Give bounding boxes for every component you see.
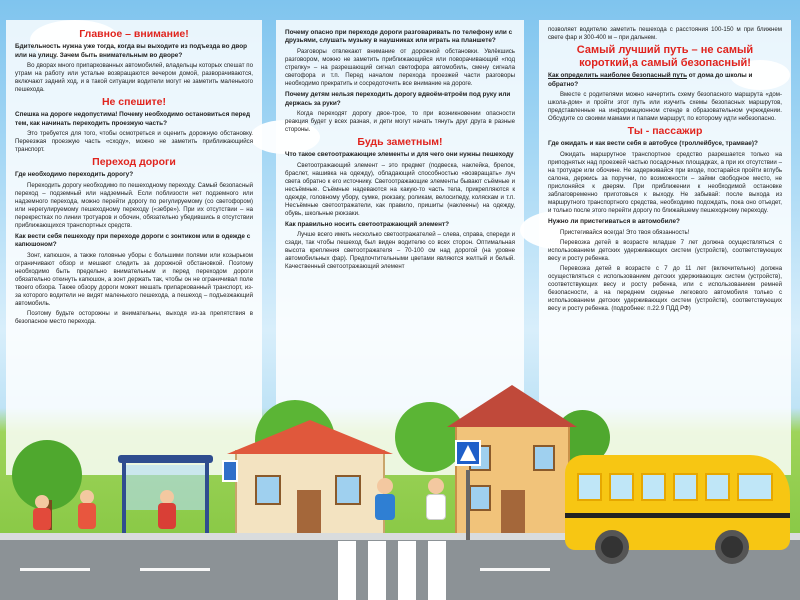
paragraph-umbrella: Зонт, капюшон, а также головные уборы с большими полями или козырьком ограничивают обзор и мешают следить за дорожной обстановкой. Поэтому необходимо быть предельно внимательным и перед переходом дороги обязательно откинуть капюшон, а зонт держать так, чтобы он не ограничивал поле твоего обзора. Также обзору дороги может мешать припаркованный транспорт, из-за которого водители не видят маленького пешехода, а пешеход – подъезжающий автомобиль. xyxy=(15,251,253,307)
child-figure xyxy=(80,490,94,504)
child-body xyxy=(158,503,176,529)
bus-stripe xyxy=(565,513,790,518)
paragraph-where-cross: Переходить дорогу необходимо по пешеходному переходу. Самый безопасный переход – подземный или надземный. Если поблизости нет подземного или надземного перехода, можно перейти дорогу по регулируемому (со светофором) или нерегулируемому пешеходному переходу («зебре»). При их отсутствии – на перекрестках по линии тротуаров и обочин, обязательно убедившись в отсутствии приближающихся транспортных средств. xyxy=(15,181,253,229)
crosswalk-sign-icon xyxy=(455,440,481,466)
paragraph-7-to-11: Перевозка детей в возрасте с 7 до 11 лет (включительно) должна осуществляться с использованием детских удерживающих систем (устройств), соответствующих весу и росту ребенка, или с использованием ремней безопасности, а на переднем сиденье легкового автомобиля только с использованием детских удерживающих систем (устройств), соответствующих весу и росту ребенка. (подробнее: п.22.9 ПДД РФ) xyxy=(548,264,782,312)
road-marking xyxy=(20,568,90,571)
child-figure xyxy=(428,478,444,494)
column-left xyxy=(6,20,262,475)
question-bus: Где ожидать и как вести себя в автобусе (троллейбусе, трамвае)? xyxy=(548,140,758,148)
safe-route-emphasis: Как определить наиболее безопасный путь xyxy=(548,72,688,80)
bus-window xyxy=(673,473,698,501)
question-wear-reflector: Как правильно носить светоотражающий элемент? xyxy=(285,220,449,228)
question-safe-route xyxy=(548,72,782,89)
paragraph-yard: Во дворах много припаркованных автомобилей, владельцы которых спешат по утрам на работу или усталые возвращаются вечером домой, разворачиваются, включают задний ход, и в такой ситуации водители могут не заметить маленького пешехода. xyxy=(15,61,253,94)
paragraph-careful: Поэтому будьте осторожны и внимательны, выходя из-за препятствия в безопасное место перехода. xyxy=(15,309,253,326)
house-left xyxy=(235,420,385,535)
paragraph-stop: Это требуется для того, чтобы осмотреться и оценить дорожную обстановку. Переезжая проезжую часть «сходу», можно не заметить приближающийся транспорт. xyxy=(15,130,253,154)
paragraph-reflectors: Светоотражающий элемент – это предмет (подвеска, наклейка, брелок, браслет, нашивка на одежду), обладающий способностью «возвращать» луч света обратно к его источнику. Светоотражающие элементы бывают съёмные и несъёмные. Съёмные надеваются на какую-то часть тела, прикрепляются к одежде, головному убору, сумке, рюкзаку, роликам, велосипеду, коляскам и т.п. Несъёмные светоотражатели, как правило, пришиты (наклеены) на одежду, обувь, школьные рюкзаки. xyxy=(285,161,515,217)
child-figure xyxy=(377,478,393,494)
heading-best-route: Самый лучший путь – не самый короткий,а самый безопасный! xyxy=(576,44,754,69)
bus-window xyxy=(641,473,666,501)
bus-window xyxy=(609,473,634,501)
bus-window xyxy=(737,473,773,501)
zebra-stripe xyxy=(428,541,446,600)
child-figure xyxy=(160,490,174,504)
child-body xyxy=(78,503,96,529)
question-seatbelt: Нужно ли пристегиваться в автомобиле? xyxy=(548,218,680,226)
paragraph-bus: Ожидать маршрутное транспортное средство разрешается только на приподнятых над проезжей частью посадочных площадках, а при их отсутствии – на тротуаре или обочине. Не задерживайся при входе, постарайся пройти вглубь салона, держись за поручни, по возможности – займи свободное место, не прислоняйся к дверям. При приближении к необходимой остановке заблаговременно приготовься к выходу. Не забывай: после выхода из маршрутного транспортного средства, необходимо подождать, пока оно отъедет, и только после этого перейти дорогу по ближайшему пешеходному переходу. xyxy=(548,150,782,215)
bus-wheel xyxy=(595,530,629,564)
child-body xyxy=(426,494,446,520)
paragraph-safe-route: Вместе с родителями можно начертить схему безопасного маршрута «дом-школа-дом» и пройти этот путь или изучить схемы безопасных маршрутов, представленные на информационном стенде в образовательном учреждении. Обсудите со своими мамами и папами маршрут, по которому идти небезопасно. xyxy=(548,91,782,123)
child-body xyxy=(33,508,51,530)
paragraph-continuation: позволяет водителю заметить пешехода с расстояния 100-150 м при ближнем свете фар и 300-400 м – при дальнем. xyxy=(548,26,782,42)
bus-window xyxy=(577,473,602,501)
question-umbrella: Как вести себя пешеходу при переходе дороги с зонтиком или в одежде с капюшоном? xyxy=(15,232,251,249)
heading-no-rush: Не спешите! xyxy=(101,96,167,109)
heading-be-visible: Будь заметным! xyxy=(357,136,443,149)
crosswalk-sign-pole xyxy=(466,470,470,540)
paragraph-hands: Когда переходят дорогу двое-трое, то при возникновении опасности реакция будет у всех разная, и дети могут начать тянуть друг друга в разные стороны. xyxy=(285,109,515,134)
bus-window xyxy=(705,473,730,501)
heading-crossing: Переход дороги xyxy=(92,156,176,169)
zebra-stripe xyxy=(398,541,416,600)
heading-attention: Главное – внимание! xyxy=(79,28,189,40)
safe-route-rest: от дома до школы и обратно? xyxy=(548,72,753,88)
heading-passenger: Ты - пассажир xyxy=(627,125,703,138)
zebra-stripe xyxy=(368,541,386,600)
question-where-cross: Где необходимо переходить дорогу? xyxy=(15,171,134,179)
question-phone: Почему опасно при переходе дороги разговаривать по телефону или с друзьями, слушать музыку в наушниках или играть на планшете? xyxy=(285,29,513,45)
child-figure xyxy=(35,495,49,509)
question-reflectors: Что такое светоотражающие элементы и для чего они нужны пешеходу xyxy=(285,151,514,159)
road-marking xyxy=(140,568,210,571)
bus-wheel xyxy=(715,530,749,564)
paragraph-wear-reflector: Лучше всего иметь несколько светоотражателей – слева, справа, спереди и сзади, так чтобы пешеход был виден водителю со всех сторон. Оптимальная высота крепления светоотражателя – 70-100 см над дорогой (на уровне автомобильных фар). Предпочтительными цветами являются желтый и белый. Качественный светоотражающий элемент xyxy=(285,231,515,271)
paragraph-seatbelt-always: Пристегивайся всегда! Это твоя обязанность! xyxy=(560,228,690,236)
question-stop: Спешка на дороге недопустима! Почему необходимо остановиться перед тем, как начинать переходить проезжую часть? xyxy=(15,111,251,127)
zebra-stripe xyxy=(338,541,356,600)
road-marking xyxy=(480,568,550,571)
paragraph-phone: Разговоры отвлекают внимание от дорожной обстановки. Увлёкшись разговором, можно не заметить приближающийся или поворачивающий «под стрелку» – на разрешающий сигнал светофора автомобиль, смену сигнала светофора и т.п. Перед началом перехода проезжей части разговоры необходимо прекратить и сосредоточить все внимание на дороге. xyxy=(285,47,515,88)
bus-stop-sign xyxy=(222,460,238,482)
child-body xyxy=(375,494,395,520)
paragraph-under-7: Перевозка детей в возрасте младше 7 лет должна осуществляться с использованием детских удерживающих систем (устройств), соответствующих весу и росту ребенка. xyxy=(548,238,782,262)
question-hands: Почему детям нельзя переходить дорогу вдвоём-втроём под руку или держась за руки? xyxy=(285,91,511,107)
question-yard: Бдительность нужна уже тогда, когда вы выходите из подъезда во двор или на улицу. Зачем быть внимательным во дворе? xyxy=(15,43,248,59)
